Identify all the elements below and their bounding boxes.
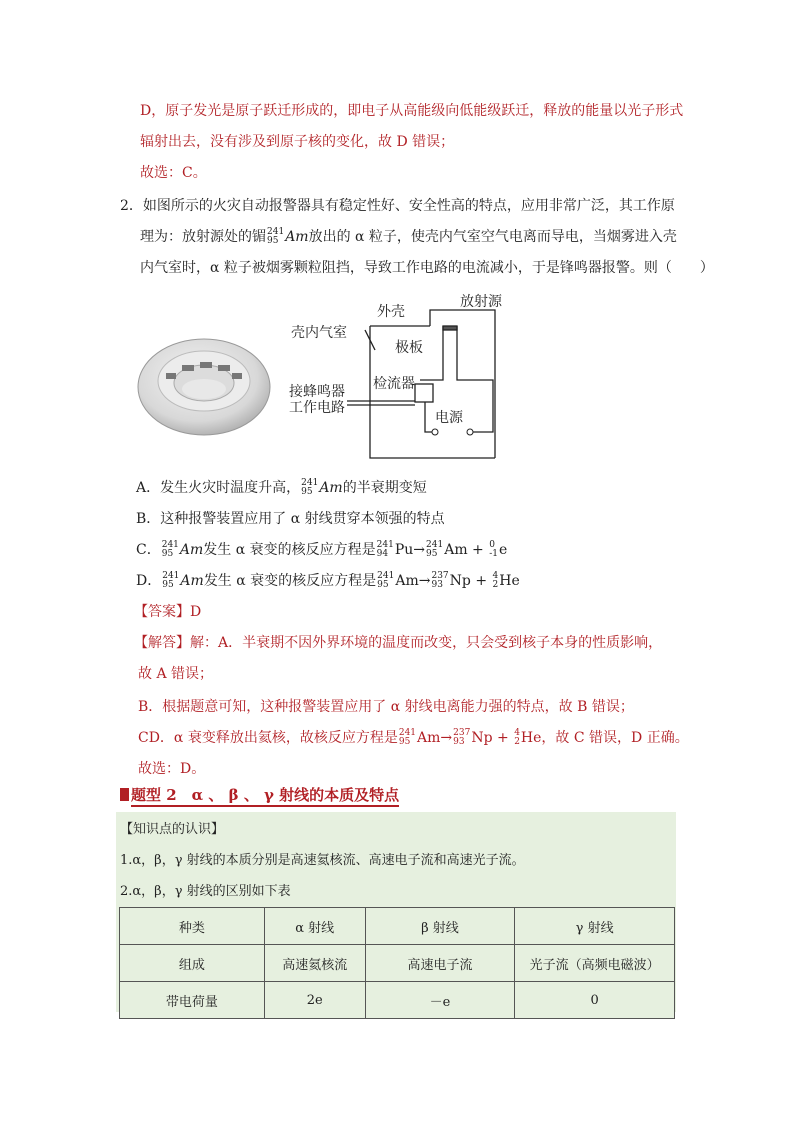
table-cell: 种类: [120, 908, 265, 945]
knowledge-point2: 2.α，β，γ 射线的区别如下表: [120, 884, 291, 899]
option-c: C． 241 95 Am发生 α 衰变的核反应方程是 241 94 Pu→ 241 95 Am + 0 -1 e: [136, 540, 508, 559]
table-row: [120, 945, 675, 982]
label-buzzer2: 工作电路: [289, 400, 345, 416]
analysis-choose: 故选：D。: [138, 761, 206, 777]
knowledge-point1: 1.α，β，γ 射线的本质分别是高速氦核流、高速电子流和高速光子流。: [120, 853, 525, 868]
label-detector: 检流器: [373, 376, 415, 392]
solution-d-line2: 辐射出去，没有涉及到原子核的变化，故 D 错误；: [140, 134, 455, 150]
solution-d-line1: D，原子发光是原子跃迁形成的，即电子从高能级向低能级跃迁，释放的能量以光子形式: [140, 103, 684, 119]
smoke-detector-photo: [136, 325, 272, 437]
table-cell: 高速氦核流: [264, 945, 365, 982]
table-cell: 组成: [120, 945, 265, 982]
label-buzzer1: 接蜂鸣器: [289, 384, 345, 400]
table-cell: β 射线: [365, 908, 515, 945]
table-cell: －e: [365, 982, 515, 1019]
analysis-line4: CD．α 衰变释放出氦核，故核反应方程是 241 95 Am→ 237 93 Np + 4 2 He，故 C 错误，D 正确。: [138, 728, 689, 747]
answer: 【答案】D: [134, 604, 202, 620]
label-chamber: 壳内气室: [291, 325, 347, 341]
table-cell: 光子流（高频电磁波）: [515, 945, 675, 982]
table-cell: 高速电子流: [365, 945, 515, 982]
table-cell: 0: [515, 982, 675, 1019]
label-source: 放射源: [460, 294, 502, 310]
question2-line2: 理为：放射源处的镅 241 95 Am放出的 α 粒子，使壳内气室空气电离而导电，当烟雾进入壳: [140, 227, 677, 246]
rays-table: [119, 907, 675, 1019]
table-row: [120, 982, 675, 1019]
table-cell: 带电荷量: [120, 982, 265, 1019]
section-title: 题型 2 α 、 β 、 γ 射线的本质及特点: [120, 784, 399, 805]
analysis-line3: B．根据题意可知，这种报警装置应用了 α 射线电离能力强的特点，故 B 错误；: [138, 699, 634, 715]
label-shell: 外壳: [377, 304, 405, 320]
analysis-line1: 【解答】解：A．半衰期不因外界环境的温度而改变，只会受到核子本身的性质影响，: [134, 635, 663, 651]
option-d: D． 241 95 Am发生 α 衰变的核反应方程是 241 95 Am→ 237 93 Np + 4 2 He: [136, 571, 520, 590]
table-row: [120, 908, 675, 945]
label-plate: 极板: [395, 340, 423, 356]
table-cell: 2e: [264, 982, 365, 1019]
circuit-diagram: [285, 290, 510, 460]
solution-d-choose: 故选：C。: [140, 165, 207, 181]
question2-line3: 内气室时，α 粒子被烟雾颗粒阻挡，导致工作电路的电流减小，于是锋鸣器报警。则（ ）: [140, 260, 714, 276]
table-cell: α 射线: [264, 908, 365, 945]
analysis-line2: 故 A 错误；: [138, 666, 214, 682]
question2-line1: 2．如图所示的火灾自动报警器具有稳定性好、安全性高的特点，应用非常广泛，其工作原: [120, 198, 675, 214]
knowledge-header: 【知识点的认识】: [120, 822, 225, 837]
table-cell: γ 射线: [515, 908, 675, 945]
section-marker-icon: [120, 788, 129, 801]
label-power: 电源: [435, 410, 463, 426]
option-b: B．这种报警装置应用了 α 射线贯穿本领强的特点: [136, 511, 445, 527]
option-a: A．发生火灾时温度升高， 241 95 Am的半衰期变短: [136, 478, 427, 497]
